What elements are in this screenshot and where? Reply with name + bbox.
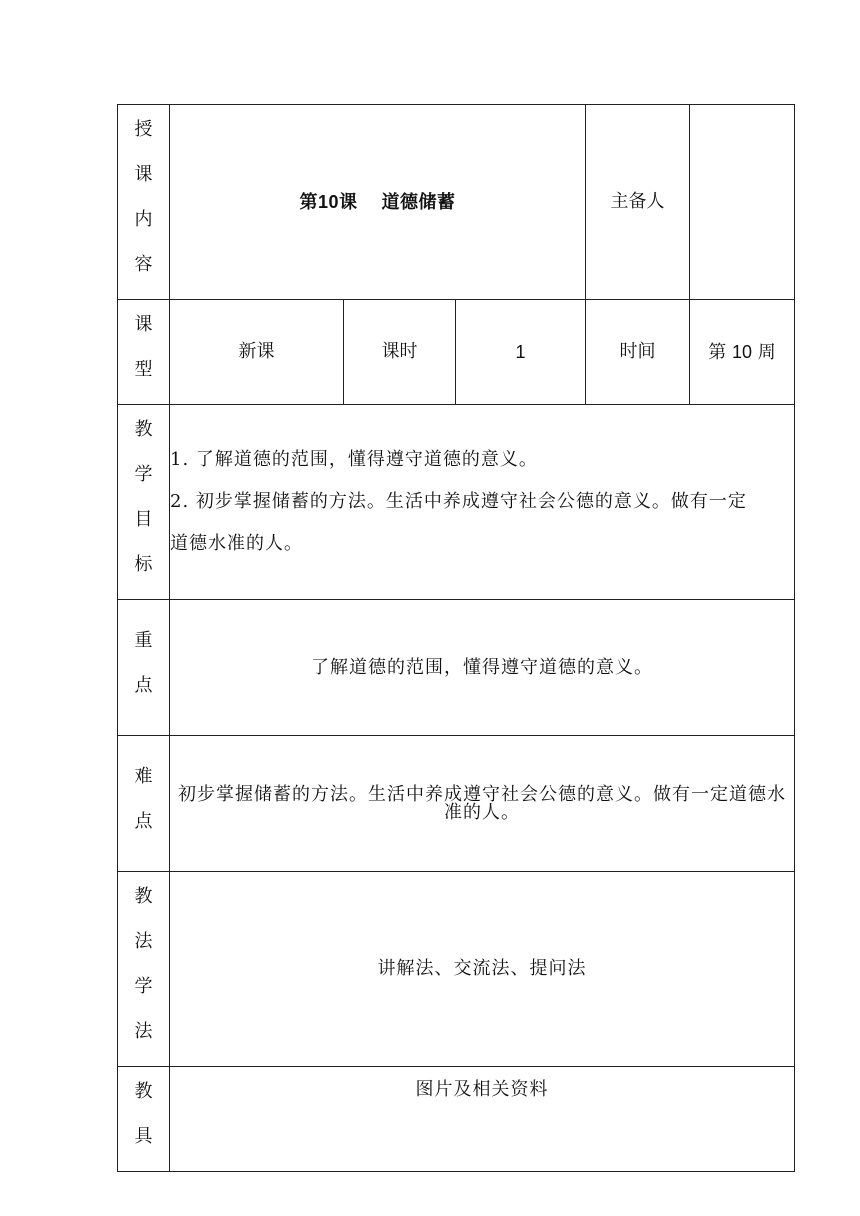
- methods-cell: [170, 872, 795, 1067]
- lesson-plan-sheet: [117, 104, 794, 1147]
- label-char: 教: [134, 1081, 153, 1102]
- title-number: 10: [317, 191, 340, 212]
- owner-label: 主备人: [610, 191, 665, 212]
- owner-label-cell: [586, 105, 690, 300]
- title-unit: 课: [339, 191, 358, 213]
- label-char: 法: [134, 1021, 153, 1042]
- label-char: 内: [134, 209, 153, 230]
- teaching-tools-cell: [170, 1067, 795, 1172]
- label-char: 容: [134, 254, 153, 275]
- time-label: 时间: [619, 341, 656, 362]
- difficulty-text: 初步掌握储蓄的方法。生活中养成遵守社会公德的意义。做有一定道德水准的人。: [178, 783, 786, 823]
- teaching-goals-cell: [170, 405, 795, 600]
- time-value-cell: [690, 300, 795, 405]
- row-teaching-tools: [118, 1067, 795, 1172]
- label-char: 教: [134, 419, 153, 440]
- lesson-title-cell: [170, 105, 586, 300]
- row-lesson-content: [118, 105, 795, 300]
- methods-text: 讲解法、交流法、提问法: [377, 958, 587, 979]
- difficulty-cell: [170, 736, 795, 872]
- time-number: 10: [731, 341, 753, 362]
- key-point-cell: [170, 600, 795, 736]
- label-methods: [118, 872, 170, 1067]
- title-name: 道德储蓄: [381, 191, 456, 213]
- label-char: 授: [134, 119, 153, 140]
- label-char: 点: [134, 810, 153, 832]
- label-char: 标: [134, 554, 153, 575]
- type-value-cell: [170, 300, 344, 405]
- hours-label-cell: [344, 300, 456, 405]
- time-suffix: 周: [757, 341, 776, 363]
- label-char: 课: [134, 314, 153, 335]
- row-teaching-goals: [118, 405, 795, 600]
- owner-value-cell: [690, 105, 795, 300]
- label-char: 学: [134, 976, 153, 997]
- label-lesson-content: [118, 105, 170, 300]
- title-prefix: 第: [299, 191, 318, 213]
- label-difficulty: [118, 736, 170, 872]
- hours-value: 1: [515, 341, 526, 362]
- goal-line: 2. 初步掌握储蓄的方法。生活中养成遵守社会公德的意义。做有一定: [170, 491, 747, 512]
- label-char: 法: [134, 931, 153, 952]
- key-point-text: 了解道德的范围，懂得遵守道德的意义。: [311, 656, 653, 678]
- time-prefix: 第: [708, 341, 727, 363]
- row-methods: [118, 872, 795, 1067]
- label-char: 学: [134, 464, 153, 485]
- row-difficulty: [118, 736, 795, 872]
- type-value: 新课: [238, 341, 275, 362]
- time-value: [708, 342, 776, 363]
- label-char: 重: [134, 629, 153, 651]
- label-teaching-tools: [118, 1067, 170, 1172]
- label-char: 课: [134, 164, 153, 185]
- goal-line: 道德水准的人。: [170, 533, 303, 554]
- label-char: 目: [134, 509, 153, 530]
- time-label-cell: [586, 300, 690, 405]
- hours-value-cell: [456, 300, 586, 405]
- label-key-point: [118, 600, 170, 736]
- label-char: 难: [134, 765, 153, 787]
- row-key-point: [118, 600, 795, 736]
- label-char: 教: [134, 886, 153, 907]
- goal-line: 1. 了解道德的范围，懂得遵守道德的意义。: [170, 449, 538, 470]
- teaching-tools-text: 图片及相关资料: [415, 1079, 549, 1100]
- label-char: 点: [134, 674, 153, 696]
- hours-label: 课时: [381, 341, 418, 362]
- label-char: 具: [134, 1126, 153, 1147]
- lesson-plan-table: [117, 104, 795, 1172]
- row-lesson-type: [118, 300, 795, 405]
- label-char: 型: [134, 359, 153, 380]
- label-lesson-type: [118, 300, 170, 405]
- label-teaching-goals: [118, 405, 170, 600]
- lesson-title: [299, 192, 455, 213]
